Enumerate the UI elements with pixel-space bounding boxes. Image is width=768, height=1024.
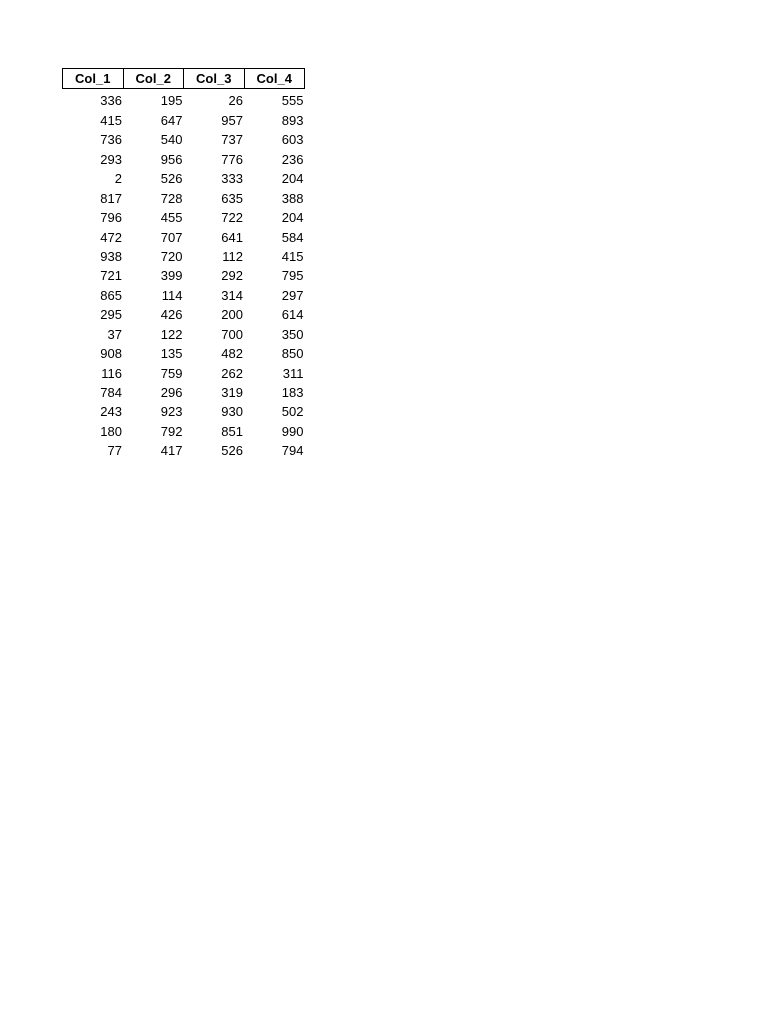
table-cell: 923 xyxy=(160,404,183,420)
table-cell: 482 xyxy=(221,346,243,362)
table-cell: 526 xyxy=(221,443,243,459)
table-cell: 728 xyxy=(160,190,183,206)
table-cell: 195 xyxy=(160,93,183,109)
table-cell: 415 xyxy=(100,112,122,128)
table-cell: 796 xyxy=(100,210,122,226)
table-row xyxy=(63,167,305,186)
table-cell: 795 xyxy=(281,268,304,284)
table-cell: 122 xyxy=(160,326,183,342)
header-row xyxy=(63,69,305,89)
table-cell: 77 xyxy=(107,443,122,459)
table-row xyxy=(63,361,305,380)
table-cell: 865 xyxy=(100,287,122,303)
table-cell: 526 xyxy=(160,171,183,187)
table-row xyxy=(63,342,305,361)
table-row xyxy=(63,225,305,244)
table-cell: 720 xyxy=(160,248,183,264)
table-cell: 415 xyxy=(281,248,304,264)
table-row xyxy=(63,108,305,127)
table-row xyxy=(63,303,305,322)
table-cell: 850 xyxy=(281,346,304,362)
table-cell: 908 xyxy=(100,346,122,362)
table-cell: 647 xyxy=(160,112,183,128)
table-row xyxy=(63,206,305,225)
table-cell: 794 xyxy=(281,443,304,459)
table-cell: 319 xyxy=(221,385,243,400)
table-cell: 311 xyxy=(282,365,304,381)
table-cell: 204 xyxy=(281,210,304,226)
table-cell: 314 xyxy=(221,287,243,303)
table-row xyxy=(63,419,305,438)
column-header-3: Col_3 xyxy=(184,69,245,89)
table-cell: 784 xyxy=(100,385,122,400)
table-cell: 990 xyxy=(281,423,304,439)
table-cell: 930 xyxy=(221,404,243,420)
table-row xyxy=(63,128,305,147)
table-cell: 502 xyxy=(281,404,304,420)
table-cell: 614 xyxy=(281,307,304,323)
table-cell: 893 xyxy=(281,112,304,128)
table-cell: 455 xyxy=(160,210,183,226)
table-cell: 180 xyxy=(100,423,122,439)
table-cell: 262 xyxy=(221,365,243,381)
table-cell: 388 xyxy=(281,190,304,206)
table-body xyxy=(63,89,305,459)
table-cell: 584 xyxy=(281,229,304,245)
table-cell: 333 xyxy=(221,171,243,187)
table-row xyxy=(63,322,305,341)
table-cell: 295 xyxy=(100,307,122,323)
table-cell: 200 xyxy=(221,307,243,323)
table-row xyxy=(63,381,305,400)
table-cell: 472 xyxy=(100,229,122,245)
table-row xyxy=(63,283,305,302)
table-row xyxy=(63,400,305,419)
table-cell: 336 xyxy=(100,93,122,109)
table-cell: 540 xyxy=(160,132,183,148)
table-cell: 297 xyxy=(281,287,304,303)
table-cell: 116 xyxy=(101,365,122,381)
table-cell: 350 xyxy=(281,326,304,342)
table-cell: 26 xyxy=(228,93,243,109)
table-cell: 792 xyxy=(160,423,183,439)
table-cell: 957 xyxy=(221,112,243,128)
table-cell: 721 xyxy=(100,268,122,284)
table-cell: 759 xyxy=(160,365,183,381)
table-cell: 243 xyxy=(100,404,122,420)
table-cell: 700 xyxy=(221,326,243,342)
column-header-2: Col_2 xyxy=(123,69,184,89)
table-cell: 956 xyxy=(160,151,183,167)
data-table xyxy=(62,68,305,458)
table-cell: 183 xyxy=(281,385,304,400)
table-cell: 635 xyxy=(221,190,243,206)
table-cell: 555 xyxy=(281,93,304,109)
table-cell: 776 xyxy=(221,151,243,167)
table-cell: 737 xyxy=(221,132,243,148)
column-header-1: Col_1 xyxy=(63,69,124,89)
table-cell: 2 xyxy=(114,171,122,187)
table-cell: 603 xyxy=(281,132,304,148)
table-row xyxy=(63,245,305,264)
table-cell: 112 xyxy=(222,248,243,264)
table-cell: 851 xyxy=(221,423,243,439)
table-row xyxy=(63,89,305,109)
table-row xyxy=(63,147,305,166)
table-cell: 135 xyxy=(160,346,183,362)
table-cell: 426 xyxy=(160,307,183,323)
table-cell: 296 xyxy=(160,385,183,400)
table-cell: 736 xyxy=(100,132,122,148)
table-cell: 114 xyxy=(161,287,183,303)
table-cell: 293 xyxy=(100,151,122,167)
table-row xyxy=(63,264,305,283)
table-cell: 938 xyxy=(100,248,122,264)
column-header-4: Col_4 xyxy=(244,69,305,89)
table-cell: 204 xyxy=(281,171,304,187)
table-cell: 399 xyxy=(160,268,183,284)
table-cell: 417 xyxy=(160,443,183,459)
table-cell: 37 xyxy=(107,326,122,342)
table-cell: 236 xyxy=(281,151,304,167)
table-cell: 641 xyxy=(221,229,243,245)
table-cell: 707 xyxy=(160,229,183,245)
table-row xyxy=(63,439,305,458)
table-cell: 292 xyxy=(221,268,243,284)
table-header xyxy=(63,69,305,89)
table-row xyxy=(63,186,305,205)
table-cell: 722 xyxy=(221,210,243,226)
table-cell: 817 xyxy=(100,190,122,206)
